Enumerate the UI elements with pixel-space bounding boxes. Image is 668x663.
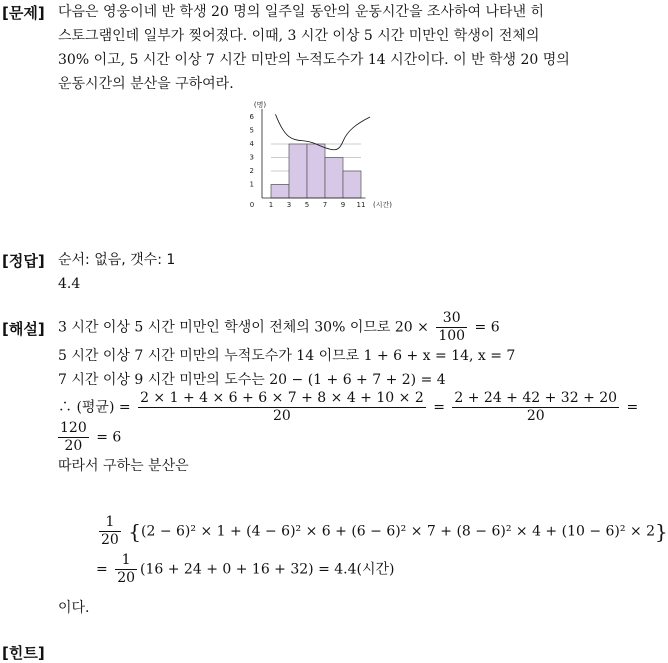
- solution-line-5: [58, 420, 121, 455]
- y-tick-label: 6: [249, 113, 254, 121]
- y-tick-label: 2: [249, 167, 254, 175]
- y-tick-label: 1: [249, 180, 254, 189]
- histogram-chart: [236, 98, 416, 216]
- fraction: $\frac{30}{100}$: [438, 310, 466, 344]
- fraction: $\frac{120}{20}$: [60, 420, 87, 454]
- solution-text: = 6: [474, 319, 500, 336]
- equals-sign: =: [96, 561, 108, 578]
- solution-text: = 6: [96, 429, 122, 446]
- y-axis-label: (명): [253, 100, 267, 109]
- variance-expression: (2 − 6)² × 1 + (4 − 6)² × 6 + (6 − 6)² × 7 + (8 − 6)² × 4 + (10 − 6)² × 2: [141, 523, 656, 540]
- x-tick-label: 7: [322, 201, 328, 209]
- histogram-bar: [271, 185, 289, 199]
- solution-line-6: 따라서 구하는 분산은: [58, 458, 189, 474]
- solution-line-3: 7 시간 이상 9 시간 미만의 도수는 20 − (1 + 6 + 7 + 2) = 4: [58, 372, 446, 388]
- x-tick-label: 9: [340, 201, 346, 209]
- fraction: $\frac{2 + 24 + 42 + 32 + 20}{20}$: [454, 390, 618, 424]
- y-tick-label: 5: [249, 126, 254, 135]
- answer-value: 4.4: [58, 276, 81, 292]
- histogram-bar: [343, 171, 361, 198]
- solution-line-4: [58, 390, 639, 425]
- solution-line-1: [58, 310, 500, 345]
- y-tick-label: 4: [249, 140, 254, 148]
- x-axis-label: (시간): [373, 201, 392, 209]
- variance-formula-1: $\frac{1}{20}$ {(2 − 6)² × 1 + (4 − 6)² × 6 + (6 − 6)² × 7 + (8 − 6)² × 4 + (10 − 6)² × 2}: [101, 514, 668, 548]
- x-tick-label: 1: [268, 201, 274, 209]
- problem-line-2: 스토그램인데 일부가 찢어졌다. 이때, 3 시간 이상 5 시간 미만인 학생이 전체의: [58, 28, 540, 44]
- solution-label: [해설]: [2, 320, 45, 338]
- mean-label: ∴ (평균) =: [58, 399, 131, 416]
- answer-line-1: 순서: 없음, 갯수: 1: [58, 252, 176, 268]
- solution-text: 3 시간 이상 5 시간 미만인 학생이 전체의 30% 이므로 20 ×: [58, 319, 429, 336]
- variance-result: (16 + 24 + 0 + 16 + 32) = 4.4(시간): [140, 561, 395, 578]
- x-tick-label: 11: [356, 201, 366, 209]
- x-tick-label: 0: [249, 201, 255, 209]
- fraction: $\frac{1}{20}$: [117, 552, 136, 586]
- y-tick-label: 3: [249, 153, 254, 162]
- histogram-bar: [325, 158, 343, 199]
- variance-formula-2: [96, 552, 395, 587]
- problem-line-4: 운동시간의 분산을 구하여라.: [58, 76, 234, 92]
- x-tick-label: 3: [286, 201, 292, 209]
- equals-sign: =: [433, 399, 445, 416]
- fraction: $\frac{1}{20}$: [101, 514, 119, 548]
- fraction: $\frac{2 \times 1 + 4 \times 6 + 6 \times 7 + 8 \times 4 + 10 \times 2}{20}$: [140, 390, 424, 424]
- x-tick-label: 5: [304, 201, 310, 209]
- problem-line-1: 다음은 영웅이네 반 학생 20 명의 일주일 동안의 운동시간을 조사하여 나타낸 히: [58, 4, 545, 20]
- histogram-bar: [307, 144, 325, 198]
- hint-label: [힌트]: [2, 644, 45, 662]
- answer-label: [정답]: [2, 252, 45, 270]
- equals-sign: =: [626, 399, 639, 416]
- solution-line-2: 5 시간 이상 7 시간 미만의 누적도수가 14 이므로 1 + 6 + x = 14, x = 7: [58, 348, 516, 364]
- problem-line-3: 30% 이고, 5 시간 이상 7 시간 미만의 누적도수가 14 시간이다. 이 반 학생 20 명의: [58, 52, 570, 68]
- problem-label: [문제]: [2, 4, 45, 22]
- histogram-bar: [289, 144, 307, 198]
- solution-line-7: 이다.: [58, 600, 90, 616]
